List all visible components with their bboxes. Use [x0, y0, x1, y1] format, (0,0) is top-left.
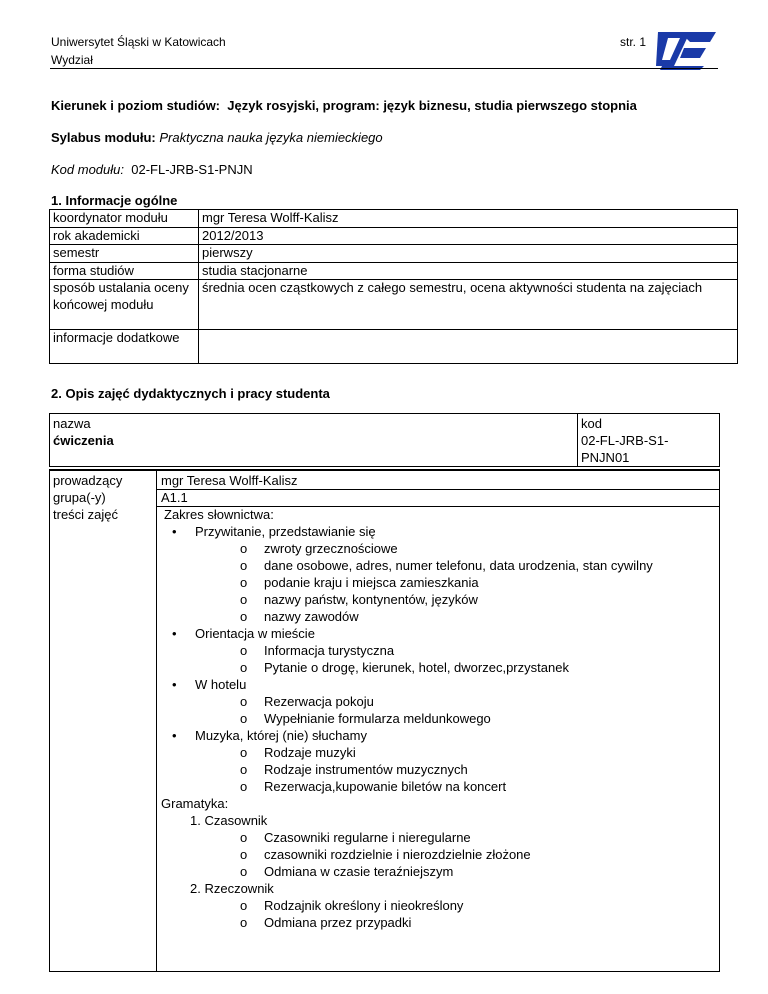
grammar-title: 1. Czasownik: [190, 813, 268, 828]
circle-bullet-icon: o: [240, 558, 248, 573]
table-row: [50, 280, 738, 330]
bullet-icon: •: [172, 677, 177, 692]
circle-bullet-icon: o: [240, 779, 248, 794]
list-item: Odmiana w czasie teraźniejszym: [264, 864, 454, 879]
university-logo-icon: [650, 28, 720, 70]
table-row: [50, 210, 738, 228]
module-code-label: Kod modułu:: [51, 162, 124, 177]
syllabus-value: Praktyczna nauka języka niemieckiego: [159, 130, 383, 145]
name-label: nazwa: [53, 416, 91, 431]
list-item: Rezerwacja pokoju: [264, 694, 374, 709]
section1-title: 1. Informacje ogólne: [51, 193, 178, 208]
topic-title: W hotelu: [195, 677, 247, 692]
circle-bullet-icon: o: [240, 575, 248, 590]
table-row: [50, 262, 738, 280]
list-item: Wypełnianie formularza meldunkowego: [264, 711, 491, 726]
lecturer-label: prowadzący: [53, 473, 123, 488]
section2-title: 2. Opis zajęć dydaktycznych i pracy studenta: [51, 386, 330, 401]
module-code-value: 02-FL-JRB-S1-PNJN: [131, 162, 253, 177]
code-value-2: PNJN01: [581, 450, 630, 465]
lecturer-value: mgr Teresa Wolff-Kalisz: [161, 473, 298, 488]
vocab-heading: Zakres słownictwa:: [164, 507, 274, 522]
page-number: str. 1: [620, 35, 647, 49]
row-label: semestr: [50, 245, 199, 263]
list-item: zwroty grzecznościowe: [264, 541, 398, 556]
circle-bullet-icon: o: [240, 915, 248, 930]
circle-bullet-icon: o: [240, 830, 248, 845]
circle-bullet-icon: o: [240, 898, 248, 913]
code-label: kod: [581, 416, 602, 431]
name-value: ćwiczenia: [53, 433, 114, 448]
topic-title: Przywitanie, przedstawianie się: [195, 524, 376, 539]
circle-bullet-icon: o: [240, 660, 248, 675]
circle-bullet-icon: o: [240, 694, 248, 709]
circle-bullet-icon: o: [240, 864, 248, 879]
header-faculty: Wydział: [51, 53, 93, 67]
list-item: podanie kraju i miejsca zamieszkania: [264, 575, 479, 590]
list-item: Pytanie o drogę, kierunek, hotel, dworzec,przystanek: [264, 660, 569, 675]
row-label: koordynator modułu: [50, 210, 199, 228]
table-row: [50, 227, 738, 245]
circle-bullet-icon: o: [240, 541, 248, 556]
row-value: średnia ocen cząstkowych z całego semestru, ocena aktywności studenta na zajęciach: [199, 280, 738, 330]
topic-title: Orientacja w mieście: [195, 626, 315, 641]
row-label: informacje dodatkowe: [50, 330, 199, 364]
circle-bullet-icon: o: [240, 762, 248, 777]
general-info-table: [49, 209, 738, 364]
code-value-1: 02-FL-JRB-S1-: [581, 433, 669, 448]
course-details-box: [49, 469, 720, 972]
list-item: czasowniki rozdzielnie i nierozdzielnie złożone: [264, 847, 531, 862]
row-label: forma studiów: [50, 262, 199, 280]
header-university: Uniwersytet Śląski w Katowicach: [51, 35, 226, 49]
header-rule: [50, 68, 718, 69]
circle-bullet-icon: o: [240, 592, 248, 607]
group-value: A1.1: [161, 490, 188, 505]
list-item: nazwy zawodów: [264, 609, 359, 624]
list-item: Rezerwacja,kupowanie biletów na koncert: [264, 779, 507, 794]
circle-bullet-icon: o: [240, 609, 248, 624]
syllabus-line: [51, 130, 383, 145]
grammar-heading: Gramatyka:: [161, 796, 229, 811]
bullet-icon: •: [172, 524, 177, 539]
content-label: treści zajęć: [53, 507, 119, 522]
row-value: 2012/2013: [199, 227, 738, 245]
list-item: Rodzaje muzyki: [264, 745, 356, 760]
row-value: mgr Teresa Wolff-Kalisz: [199, 210, 738, 228]
bullet-icon: •: [172, 728, 177, 743]
list-item: dane osobowe, adres, numer telefonu, data urodzenia, stan cywilny: [264, 558, 653, 573]
circle-bullet-icon: o: [240, 847, 248, 862]
syllabus-label: Sylabus modułu:: [51, 130, 156, 145]
course-name-box: [49, 413, 720, 467]
topic-title: Muzyka, której (nie) słuchamy: [195, 728, 367, 743]
group-label: grupa(-y): [53, 490, 106, 505]
list-item: nazwy państw, kontynentów, języków: [264, 592, 478, 607]
list-item: Czasowniki regularne i nieregularne: [264, 830, 471, 845]
circle-bullet-icon: o: [240, 711, 248, 726]
row-label: rok akademicki: [50, 227, 199, 245]
list-item: Odmiana przez przypadki: [264, 915, 412, 930]
program-label: Kierunek i poziom studiów:: [51, 98, 221, 113]
row-label: sposób ustalania oceny końcowej modułu: [50, 280, 199, 330]
bullet-icon: •: [172, 626, 177, 641]
list-item: Informacja turystyczna: [264, 643, 395, 658]
module-code-line: [51, 162, 253, 177]
row-value: [199, 330, 738, 364]
list-item: Rodzaje instrumentów muzycznych: [264, 762, 468, 777]
circle-bullet-icon: o: [240, 745, 248, 760]
row-value: pierwszy: [199, 245, 738, 263]
program-line: [51, 98, 637, 113]
list-item: Rodzajnik określony i nieokreślony: [264, 898, 464, 913]
table-row: [50, 330, 738, 364]
program-value: Język rosyjski, program: język biznesu, studia pierwszego stopnia: [227, 98, 637, 113]
table-row: [50, 245, 738, 263]
circle-bullet-icon: o: [240, 643, 248, 658]
grammar-title: 2. Rzeczownik: [190, 881, 274, 896]
row-value: studia stacjonarne: [199, 262, 738, 280]
